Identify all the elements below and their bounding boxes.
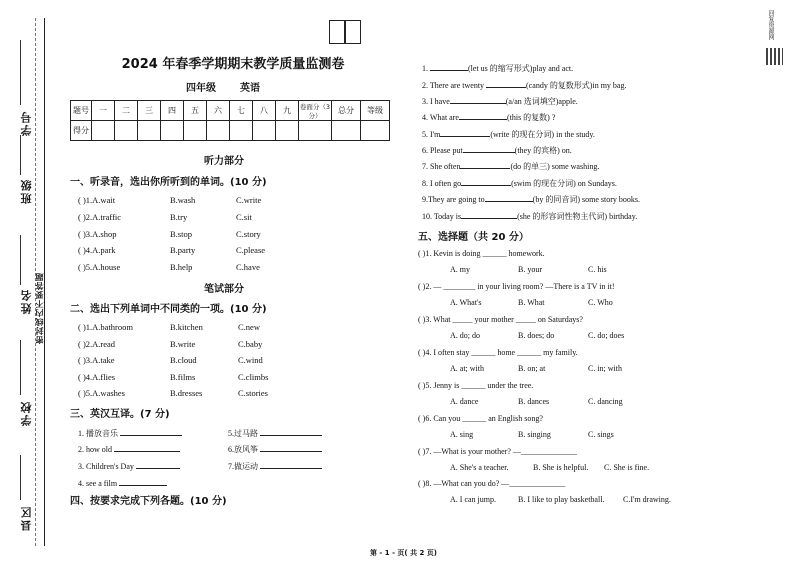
list-item: B.party [170, 245, 196, 255]
fill-item [422, 193, 640, 205]
score-table [70, 100, 390, 141]
list-item: ( )4.A.park [78, 245, 116, 255]
fill-item [422, 111, 555, 123]
cell: 卷面分（3分） [299, 102, 331, 120]
fill-prefix: 1. [422, 64, 428, 73]
school-line [20, 340, 22, 395]
list-item: ( )1.A.wait [78, 195, 116, 205]
mc-option[interactable]: A. dance [450, 397, 479, 406]
mc-option[interactable]: B. singing [518, 430, 551, 439]
school-label: 学校 [21, 400, 33, 426]
answer-blank[interactable] [486, 79, 526, 88]
translation-prompt: 6.放风筝 [228, 445, 258, 454]
mc-question: ( )4. I often stay ______ home ______ my family. [418, 348, 578, 357]
list-item: B.kitchen [170, 322, 203, 332]
fill-hint: (let [468, 64, 479, 73]
subject-label: 英语 [240, 83, 260, 94]
list-item: ( )3.A.take [78, 355, 115, 365]
translation-item [228, 443, 322, 455]
student-id-label: 学号 [21, 110, 33, 136]
list-item: ( )1.A.bathroom [78, 322, 134, 332]
cell: 二 [115, 101, 138, 121]
answer-blank[interactable] [260, 460, 322, 469]
grade-label: 四年级 [186, 83, 216, 94]
fill-suffix: (swim 的现在分词) on Sundays. [511, 179, 617, 188]
fill-suffix: (do 的单三) some washing. [510, 162, 600, 171]
mc-option[interactable]: C. She is fine. [604, 463, 650, 472]
corner-label: 回复资源网 [767, 10, 774, 40]
translation-item [78, 460, 180, 471]
answer-blank[interactable] [260, 427, 322, 436]
mc-option[interactable]: B. dances [518, 397, 550, 406]
list-item: ( )5.A.washes [78, 388, 125, 398]
list-item: ( )2.A.traffic [78, 212, 122, 222]
translation-item [228, 427, 322, 439]
mc-option[interactable]: B. your [518, 265, 542, 274]
list-item: B.write [170, 339, 196, 349]
translation-prompt: 3. Children's Day [78, 462, 134, 471]
list-item: C.write [236, 195, 262, 205]
fill-item [422, 160, 599, 172]
answer-blank[interactable] [440, 128, 490, 137]
score-header-row [71, 101, 390, 121]
qr-code-icon [766, 48, 783, 65]
mc-option[interactable]: A. She's a teacher. [450, 463, 509, 472]
mc-question: ( )8. —What can you do? —______________ [418, 479, 566, 488]
class-line [20, 135, 22, 175]
score-cell[interactable] [115, 121, 138, 141]
translation-prompt: 2. how old [78, 445, 112, 454]
name-label: 姓名 [21, 288, 33, 314]
translation-prompt: 5.过马路 [228, 429, 258, 438]
mc-option[interactable]: A. do; do [450, 331, 480, 340]
list-item: B.films [170, 372, 196, 382]
answer-blank[interactable] [114, 443, 180, 452]
list-item: B.stop [170, 229, 192, 239]
fill-prefix: 10. Today is [422, 212, 462, 221]
mc-option[interactable]: C. Who [588, 298, 613, 307]
name-line [20, 235, 22, 285]
mc-option[interactable]: B. She is helpful. [533, 463, 589, 472]
answer-blank[interactable] [450, 95, 506, 104]
list-item: B.cloud [170, 355, 197, 365]
section-2-title: 二、选出下列单词中不同类的一项。(10 分) [70, 304, 267, 315]
list-item: C.have [236, 262, 260, 272]
cell: 六 [207, 101, 230, 121]
fill-prefix: 5. I'm [422, 130, 441, 139]
fill-suffix: (candy 的复数形式)in my bag. [526, 81, 627, 90]
mc-option[interactable]: B. What [518, 298, 545, 307]
section-3-title: 三、英汉互译。(7 分) [70, 409, 170, 420]
cell: 得分 [71, 121, 92, 141]
fill-item [422, 128, 595, 140]
translation-prompt: 7.做运动 [228, 462, 258, 471]
score-cell[interactable] [92, 121, 115, 141]
answer-blank[interactable] [461, 210, 517, 219]
cell: 一 [92, 101, 115, 121]
student-id-line [20, 40, 22, 105]
fill-prefix: 4. What are [422, 113, 459, 122]
list-item: ( )2.A.read [78, 339, 116, 349]
fill-suffix: us 的缩写形式)play and act. [480, 64, 574, 73]
list-item: C.climbs [238, 372, 269, 382]
mc-option[interactable]: B. on; at [518, 364, 546, 373]
answer-blank[interactable] [485, 193, 533, 202]
cell: 四 [161, 101, 184, 121]
score-cell[interactable] [161, 121, 184, 141]
mc-question: ( )5. Jenny is ______ under the tree. [418, 381, 534, 390]
score-cell[interactable] [276, 121, 299, 141]
mc-question: ( )1. Kevin is doing ______ homework. [418, 249, 545, 258]
fill-suffix: (this 的复数) ? [506, 113, 556, 122]
list-item: ( )3.A.shop [78, 229, 117, 239]
score-cell[interactable] [184, 121, 207, 141]
translation-prompt: 1. 播放音乐 [78, 429, 118, 438]
section-5-title: 五、选择题（共 20 分） [418, 232, 529, 243]
answer-blank[interactable] [461, 177, 511, 186]
mc-option[interactable]: C. in; with [588, 364, 623, 373]
list-item: C.new [238, 322, 260, 332]
answer-blank[interactable] [459, 111, 507, 120]
score-cell[interactable] [332, 121, 361, 141]
answer-blank[interactable] [430, 62, 468, 71]
mc-option[interactable]: A. I can jump. [450, 495, 496, 504]
fill-prefix: 2. There are twenty [422, 81, 485, 90]
fill-suffix: (they 的宾格) on. [514, 146, 572, 155]
section-4-title: 四、按要求完成下列各题。(10 分) [70, 496, 227, 507]
translation-item [78, 443, 180, 454]
cell: 八 [253, 101, 276, 121]
cell: 五 [184, 101, 207, 121]
cell: 总分 [332, 101, 361, 121]
list-item: B.try [170, 212, 188, 222]
answer-blank[interactable] [260, 443, 322, 452]
list-item: ( )4.A.flies [78, 372, 116, 382]
score-cell[interactable] [253, 121, 276, 141]
mc-question: ( )7. —What is your mother? —______________ [418, 447, 577, 456]
list-item: C.story [236, 229, 261, 239]
seal-note: 密封线内不要答题 [35, 272, 44, 344]
county-label: 县区 [21, 505, 33, 531]
cell: 等级 [361, 101, 390, 121]
list-item: B.dresses [170, 388, 203, 398]
answer-blank[interactable] [136, 460, 180, 469]
list-item: C.sit [236, 212, 252, 222]
list-item: C.wind [238, 355, 263, 365]
mc-option[interactable]: A. sing [450, 430, 474, 439]
fill-suffix: (a/an 选词填空)apple. [505, 97, 578, 106]
mc-question: ( )2. — ________ in your living room? —There is a TV in it! [418, 282, 615, 291]
mc-option[interactable]: C. dancing [588, 397, 623, 406]
fill-item [422, 210, 637, 222]
list-item: B.wash [170, 195, 196, 205]
mc-option[interactable]: B. does; do [518, 331, 555, 340]
fill-item [422, 62, 573, 74]
list-item: C.baby [238, 339, 263, 349]
mc-question: ( )3. What _____ your mother _____ on Saturdays? [418, 315, 583, 324]
mc-option[interactable]: C.I'm drawing. [623, 495, 671, 504]
mc-question: ( )6. Can you ______ an English song? [418, 414, 543, 423]
fill-suffix: (she 的形容词性物主代词) birthday. [517, 212, 638, 221]
mc-option[interactable]: A. What's [450, 298, 482, 307]
fill-prefix: 9.They are going to [422, 195, 485, 204]
answer-blank[interactable] [460, 160, 510, 169]
cell: 题号 [71, 101, 92, 121]
fill-item [422, 79, 626, 91]
score-cell[interactable] [207, 121, 230, 141]
fill-prefix: 8. I often go [422, 179, 462, 188]
cell: 七 [230, 101, 253, 121]
writing-header: 笔试部分 [204, 284, 244, 295]
mc-option[interactable]: C. his [588, 265, 607, 274]
fill-item [422, 144, 572, 156]
score-cell[interactable] [361, 121, 390, 141]
mc-option[interactable]: C. do; does [588, 331, 625, 340]
cell: 三 [138, 101, 161, 121]
score-cell[interactable] [299, 121, 332, 141]
answer-blank[interactable] [119, 477, 167, 486]
score-value-row [71, 121, 390, 141]
list-item: C.please [236, 245, 266, 255]
exam-title: 2024 年春季学期期末教学质量监测卷 [121, 57, 345, 72]
fill-item [422, 95, 578, 107]
fill-item [422, 177, 617, 189]
fill-suffix: (by 的同音词) some story books. [532, 195, 640, 204]
score-cell[interactable] [138, 121, 161, 141]
section-1-title: 一、听录音，选出你所听到的单词。(10 分) [70, 177, 267, 188]
listening-header: 听力部分 [204, 156, 244, 167]
score-cell[interactable] [230, 121, 253, 141]
mc-option[interactable]: A. my [450, 265, 470, 274]
translation-item [228, 460, 322, 472]
fill-suffix: (write 的现在分词) in the study. [490, 130, 595, 139]
mc-option[interactable]: C. sings [588, 430, 614, 439]
stamp-box-right [344, 20, 361, 44]
mc-option[interactable]: A. at; with [450, 364, 484, 373]
page-footer: 第 - 1 - 页( 共 2 页) [370, 549, 438, 557]
county-line [20, 455, 22, 500]
class-label: 班级 [21, 178, 33, 204]
fill-prefix: 6. Please put [422, 146, 463, 155]
translation-prompt: 4. see a film [78, 479, 118, 488]
list-item: B.help [170, 262, 193, 272]
answer-blank[interactable] [463, 144, 515, 153]
translation-item [78, 427, 182, 439]
fill-prefix: 7. She often [422, 162, 461, 171]
mc-option[interactable]: B. I like to play basketball. [518, 495, 605, 504]
cell: 九 [276, 101, 299, 121]
answer-blank[interactable] [120, 427, 182, 436]
translation-item [78, 477, 167, 488]
list-item: ( )5.A.house [78, 262, 121, 272]
list-item: C.stories [238, 388, 268, 398]
fill-prefix: 3. I have [422, 97, 450, 106]
